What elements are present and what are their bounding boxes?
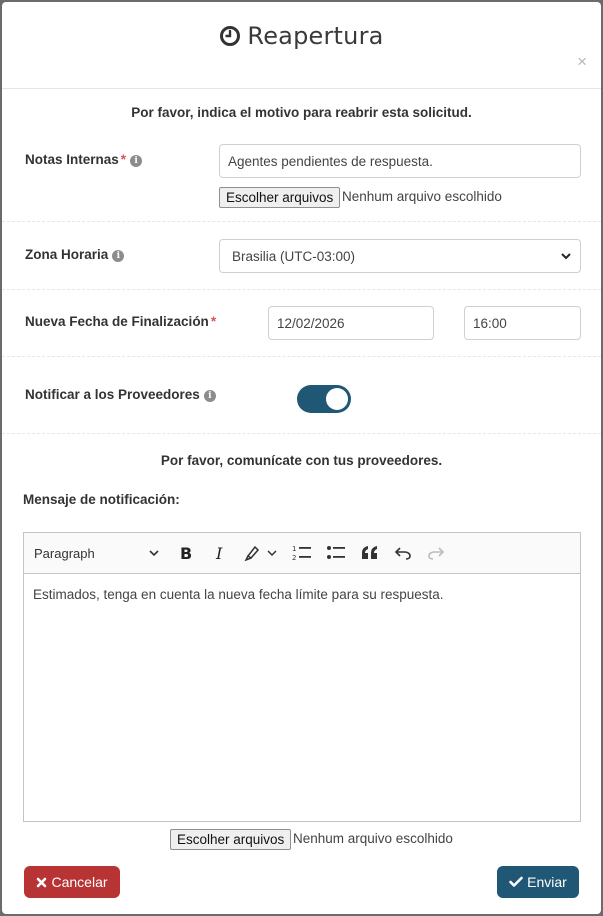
close-icon bbox=[36, 877, 47, 888]
notify-toggle[interactable] bbox=[297, 385, 351, 413]
end-date-input[interactable] bbox=[268, 306, 434, 340]
editor-content[interactable]: Estimados, tenga en cuenta la nueva fecha límite para su respuesta. bbox=[33, 587, 444, 602]
divider bbox=[2, 289, 601, 290]
redo-icon bbox=[427, 545, 445, 561]
timezone-label bbox=[25, 247, 124, 262]
message-editor bbox=[23, 532, 581, 822]
end-time-value: 16:00 bbox=[473, 315, 507, 331]
providers-intro: Por favor, comunícate con tus proveedores. bbox=[160, 453, 443, 468]
notify-label bbox=[25, 387, 216, 402]
reopen-intro: Por favor, indica el motivo para reabrir esta solicitud. bbox=[131, 105, 472, 120]
undo-button[interactable] bbox=[391, 533, 415, 573]
chevron-down-icon bbox=[560, 250, 572, 262]
bulleted-list-icon bbox=[326, 544, 346, 562]
blockquote-button[interactable] bbox=[358, 533, 382, 573]
bold-icon bbox=[178, 545, 194, 561]
notes-input[interactable] bbox=[219, 144, 581, 178]
modal-title bbox=[2, 22, 601, 50]
close-button[interactable]: × bbox=[577, 52, 587, 71]
svg-text:2: 2 bbox=[292, 554, 297, 562]
choose-files-button-2[interactable]: Escolher arquivos bbox=[170, 829, 291, 850]
info-icon: i bbox=[204, 390, 216, 402]
required-mark: * bbox=[210, 314, 217, 329]
send-button[interactable] bbox=[497, 866, 579, 898]
notes-label bbox=[25, 152, 142, 167]
message-label: Mensaje de notificación: bbox=[23, 492, 180, 507]
clock-icon bbox=[219, 25, 241, 47]
info-icon: i bbox=[112, 250, 124, 262]
reopen-modal bbox=[2, 2, 601, 914]
chevron-down-icon bbox=[267, 548, 277, 558]
highlight-dropdown[interactable] bbox=[238, 533, 282, 573]
choose-files-button[interactable]: Escolher arquivos bbox=[219, 187, 340, 208]
notify-label-text: Notificar a los Proveedores bbox=[25, 387, 200, 402]
numbered-list-icon bbox=[292, 544, 312, 562]
info-icon: i bbox=[130, 155, 142, 167]
editor-toolbar bbox=[24, 533, 580, 574]
divider bbox=[2, 433, 601, 434]
paragraph-format-dropdown[interactable] bbox=[34, 533, 160, 573]
send-button-label: Enviar bbox=[527, 874, 567, 890]
timezone-select-value: Brasilia (UTC-03:00) bbox=[232, 248, 356, 264]
cancel-button-label: Cancelar bbox=[51, 874, 108, 890]
cancel-button[interactable] bbox=[24, 866, 120, 898]
end-time-input[interactable] bbox=[464, 306, 581, 340]
end-date-label-text: Nueva Fecha de Finalización bbox=[25, 314, 209, 329]
end-date-value: 12/02/2026 bbox=[277, 315, 345, 331]
check-icon bbox=[509, 876, 523, 888]
svg-text:1: 1 bbox=[292, 545, 297, 553]
redo-button[interactable] bbox=[424, 533, 448, 573]
undo-icon bbox=[394, 545, 412, 561]
italic-button[interactable] bbox=[208, 533, 232, 573]
notes-label-text: Notas Internas bbox=[25, 152, 119, 167]
end-date-label bbox=[25, 314, 216, 329]
file-status-2: Nenhum arquivo escolhido bbox=[293, 831, 453, 846]
modal-header bbox=[2, 2, 601, 89]
required-mark: * bbox=[120, 152, 127, 167]
numbered-list-button[interactable] bbox=[290, 533, 314, 573]
svg-text:I: I bbox=[216, 545, 223, 561]
file-status: Nenhum arquivo escolhido bbox=[342, 189, 502, 204]
toggle-knob bbox=[326, 388, 348, 410]
divider bbox=[2, 221, 601, 222]
chevron-down-icon bbox=[148, 547, 160, 559]
divider bbox=[2, 356, 601, 357]
paragraph-format-value: Paragraph bbox=[34, 545, 95, 561]
timezone-select[interactable] bbox=[219, 239, 581, 273]
modal-title-text: Reapertura bbox=[247, 22, 384, 50]
quote-icon bbox=[361, 545, 379, 561]
notes-input-value: Agentes pendientes de respuesta. bbox=[228, 153, 433, 169]
timezone-label-text: Zona Horaria bbox=[25, 247, 109, 262]
bulleted-list-button[interactable] bbox=[324, 533, 348, 573]
svg-text:B: B bbox=[180, 545, 193, 561]
bold-button[interactable] bbox=[174, 533, 198, 573]
italic-icon bbox=[212, 545, 228, 561]
highlighter-icon bbox=[243, 544, 261, 562]
